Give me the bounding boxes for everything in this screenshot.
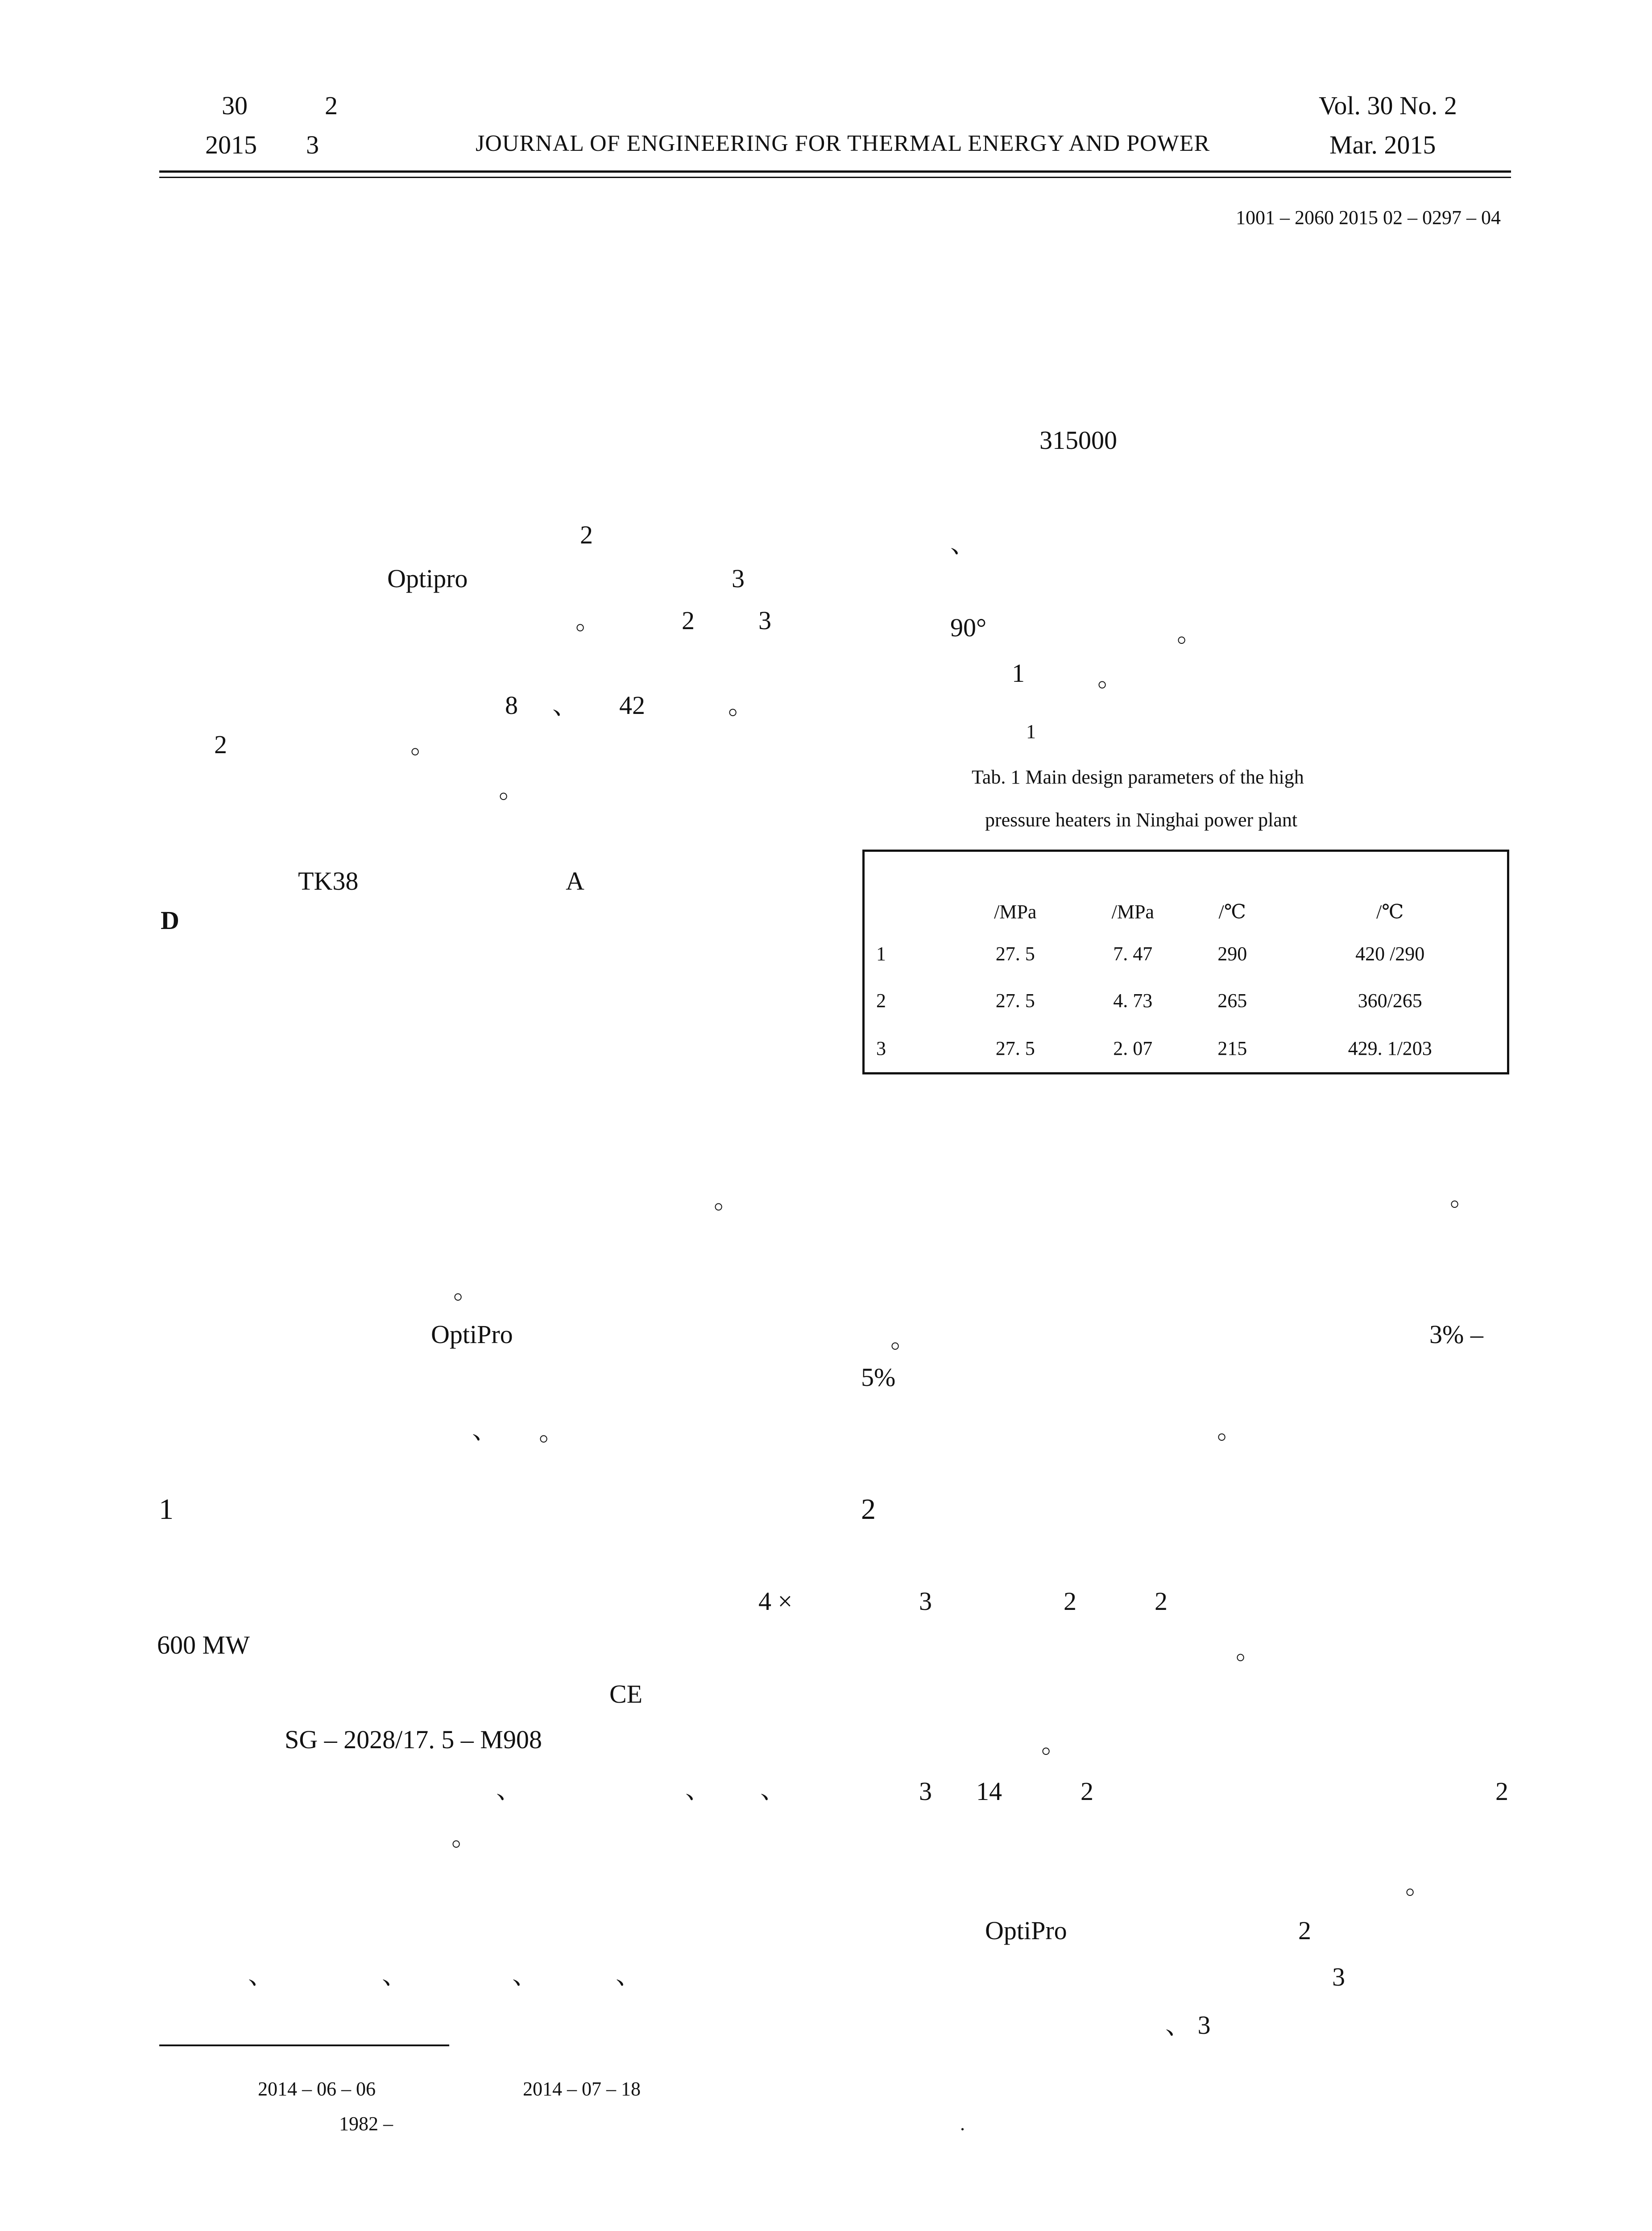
- header-volume-english: Vol. 30 No. 2: [1319, 91, 1457, 120]
- classification-mark: D: [161, 906, 179, 935]
- section1-fragment: 。: [451, 1822, 478, 1851]
- header-month: 3: [306, 130, 319, 159]
- software-name: OptiPro: [985, 1916, 1067, 1945]
- table-row: [864, 930, 1508, 977]
- table-header-cell: /MPa: [1111, 901, 1154, 923]
- section2-fragment: 2: [1298, 1916, 1311, 1945]
- table-header-cell: /MPa: [994, 901, 1037, 923]
- abstract-fragment: 、: [552, 691, 579, 720]
- table-cell: 7. 47: [1113, 943, 1153, 965]
- table-caption-line2: pressure heaters in Ninghai power plant: [985, 809, 1298, 831]
- article-id: 1001 – 2060 2015 02 – 0297 – 04: [1236, 207, 1501, 228]
- section2-fragment: 3: [919, 1587, 932, 1616]
- section2-fragment: 14: [976, 1777, 1002, 1806]
- intro-right-fragment: 。: [1217, 1415, 1243, 1444]
- section2-fragment: 。: [1405, 1870, 1432, 1899]
- table-number: 1: [1026, 721, 1036, 742]
- header-date-english: Mar. 2015: [1329, 130, 1436, 159]
- table-cell: 27. 5: [995, 1037, 1035, 1059]
- clc-number: TK38: [298, 867, 359, 896]
- intro-left-fragment: 。: [714, 1185, 740, 1214]
- table-cell: 27. 5: [995, 990, 1035, 1012]
- software-name: OptiPro: [431, 1320, 513, 1349]
- table-cell: 265: [1217, 990, 1247, 1012]
- intro-left-fragment: 、: [472, 1415, 498, 1444]
- header-rule-top: [159, 170, 1511, 173]
- section2-fragment: 。: [1041, 1729, 1068, 1758]
- table-cell: 290: [1217, 943, 1247, 965]
- section1-fragment: 、: [382, 1961, 408, 1990]
- intro-right-fragment: 。: [1450, 1182, 1476, 1211]
- header-rule-bottom: [159, 177, 1511, 178]
- section2-fragment: 3: [1332, 1962, 1345, 1991]
- abstract-fragment: 3: [758, 606, 771, 635]
- section1-fragment: 、: [496, 1775, 522, 1804]
- table-row: [864, 1024, 1508, 1073]
- abstract-fragment: 2: [682, 606, 695, 635]
- section-2-number: 2: [861, 1493, 876, 1526]
- section1-fragment: 4 ×: [758, 1587, 793, 1616]
- unit-capacity: 600 MW: [157, 1630, 250, 1659]
- abstract-fragment: 。: [728, 691, 754, 720]
- section-1-number: 1: [159, 1493, 174, 1526]
- section2-fragment: 、 3: [1165, 2011, 1211, 2040]
- table-cell: 2: [876, 990, 886, 1012]
- section1-fragment: 、: [760, 1775, 787, 1804]
- section2-fragment: 。: [1236, 1636, 1262, 1665]
- percent-range-start: 3% –: [1429, 1320, 1483, 1349]
- section1-fragment: CE: [609, 1679, 643, 1708]
- revised-date: 2014 – 07 – 18: [523, 2078, 641, 2100]
- table-row: [864, 977, 1508, 1024]
- table-cell: 3: [876, 1037, 886, 1059]
- table-reference: 1: [1012, 659, 1025, 688]
- intro-fragment: 。: [1097, 663, 1124, 692]
- section1-fragment: 、: [248, 1961, 274, 1990]
- abstract-fragment: 。: [410, 730, 437, 759]
- section2-fragment: 2: [1495, 1777, 1508, 1806]
- section1-fragment: 、: [685, 1775, 712, 1804]
- intro-left-fragment: 。: [453, 1275, 480, 1304]
- intro-fragment: 、: [950, 529, 977, 558]
- intro-right-fragment: 。: [890, 1324, 917, 1353]
- percent-range-end: 5%: [861, 1363, 896, 1392]
- table-cell: 2. 07: [1113, 1037, 1153, 1059]
- abstract-fragment: Optipro: [387, 564, 468, 593]
- abstract-fragment: 。: [499, 775, 525, 804]
- table-cell: 360/265: [1358, 990, 1422, 1012]
- angle-value: 90°: [950, 613, 987, 642]
- abstract-fragment: 3: [732, 564, 745, 593]
- table-header-cell: /℃: [1218, 901, 1246, 923]
- abstract-fragment: 。: [576, 606, 602, 635]
- journal-title: JOURNAL OF ENGINEERING FOR THERMAL ENERGY AND POWER: [476, 131, 1210, 156]
- table-cell: 1: [876, 943, 886, 965]
- document-code: A: [566, 867, 584, 896]
- abstract-fragment: 2: [580, 520, 593, 549]
- intro-fragment: 。: [1177, 618, 1203, 647]
- footnote-end: .: [960, 2113, 965, 2135]
- postal-code: 315000: [1039, 426, 1117, 455]
- footnote-rule: [159, 2044, 449, 2046]
- section1-fragment: 、: [616, 1961, 642, 1990]
- header-volume-number: 30: [222, 91, 248, 120]
- section2-fragment: 2: [1081, 1777, 1093, 1806]
- header-issue-number: 2: [325, 91, 338, 120]
- abstract-fragment: 2: [214, 730, 227, 759]
- model-number: SG – 2028/17. 5 – M908: [285, 1725, 542, 1754]
- table-cell: 27. 5: [995, 943, 1035, 965]
- table-header-cell: [864, 851, 957, 931]
- intro-left-fragment: 。: [539, 1417, 565, 1446]
- table-cell: 215: [1217, 1037, 1247, 1059]
- table-cell: 420 /290: [1355, 943, 1425, 965]
- table-cell: 4. 73: [1113, 990, 1153, 1012]
- table-caption-line1: Tab. 1 Main design parameters of the high: [972, 766, 1304, 788]
- abstract-fragment: 42: [619, 691, 645, 720]
- received-date: 2014 – 06 – 06: [258, 2078, 376, 2100]
- table-cell: 429. 1/203: [1348, 1037, 1432, 1059]
- section2-fragment: 2: [1064, 1587, 1076, 1616]
- section2-fragment: 2: [1155, 1587, 1168, 1616]
- section1-fragment: 、: [512, 1961, 538, 1990]
- table-header-cell: /℃: [1376, 901, 1404, 923]
- heater-parameters-table: [862, 850, 1509, 1074]
- abstract-fragment: 8: [505, 691, 518, 720]
- header-year: 2015: [205, 130, 257, 159]
- author-birth-year: 1982 –: [339, 2113, 393, 2135]
- section2-fragment: 3: [919, 1777, 932, 1806]
- table-header-row: [864, 851, 1508, 931]
